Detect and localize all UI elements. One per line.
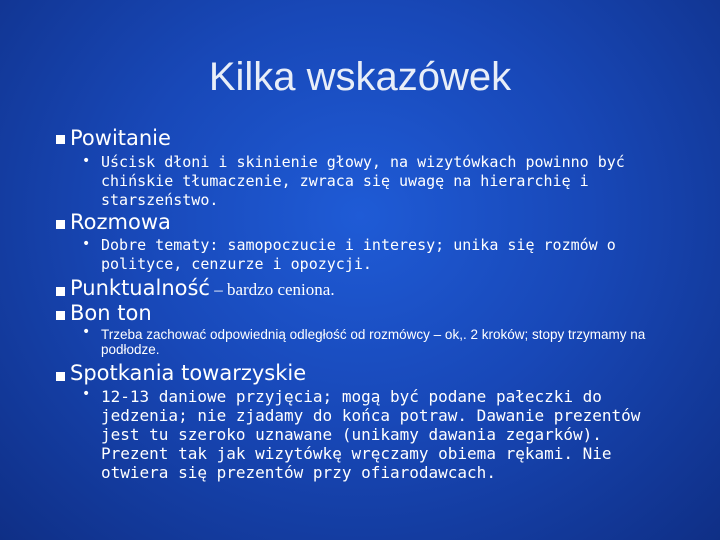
sub-bullet-rozmowa: Dobre tematy: samopoczucie i interesy; unika się rozmów o polityce, cenzurze i opozycji. — [101, 236, 616, 273]
dot-bullet-icon: • — [82, 324, 91, 340]
dot-bullet-icon: • — [82, 386, 91, 402]
bullet-punktualnosc-label: Punktualność — [70, 276, 210, 300]
sub-bullet-bon-ton: Trzeba zachować odpowiednią odległość od rozmówcy – ok,. 2 kroków; stopy trzymamy na podłodze. — [101, 327, 646, 357]
sub-bullet-spotkania: 12-13 daniowe przyjęcia; mogą być podane pałeczki do jedzenia; nie zjadamy do końca potraw. Dawanie prezentów jest tu szeroko uznawane (unikamy dawania zegarków). Prezent tak jak wizytówkę wręczamy obiema rękami. Nie otwiera się prezentów przy ofiarodawcach. — [101, 387, 641, 482]
bullet-rozmowa: Rozmowa — [70, 210, 171, 234]
square-bullet-icon — [56, 220, 65, 229]
square-bullet-icon — [56, 287, 65, 296]
square-bullet-icon — [56, 372, 65, 381]
bullet-punktualnosc — [70, 276, 335, 300]
square-bullet-icon — [56, 311, 65, 320]
dot-bullet-icon: • — [82, 153, 91, 169]
sub-bullet-powitanie: Uścisk dłoni i skinienie głowy, na wizytówkach powinno być chińskie tłumaczenie, zwraca się uwagę na hierarchię i starszeństwo. — [101, 153, 625, 209]
slide-title: Kilka wskazówek — [208, 55, 512, 99]
bullet-spotkania: Spotkania towarzyskie — [70, 361, 307, 385]
square-bullet-icon — [56, 135, 65, 144]
bullet-powitanie: Powitanie — [70, 126, 171, 150]
bullet-bon-ton: Bon ton — [70, 301, 152, 325]
dot-bullet-icon: • — [82, 236, 91, 252]
bullet-punktualnosc-tail: – bardzo ceniona. — [209, 280, 335, 299]
